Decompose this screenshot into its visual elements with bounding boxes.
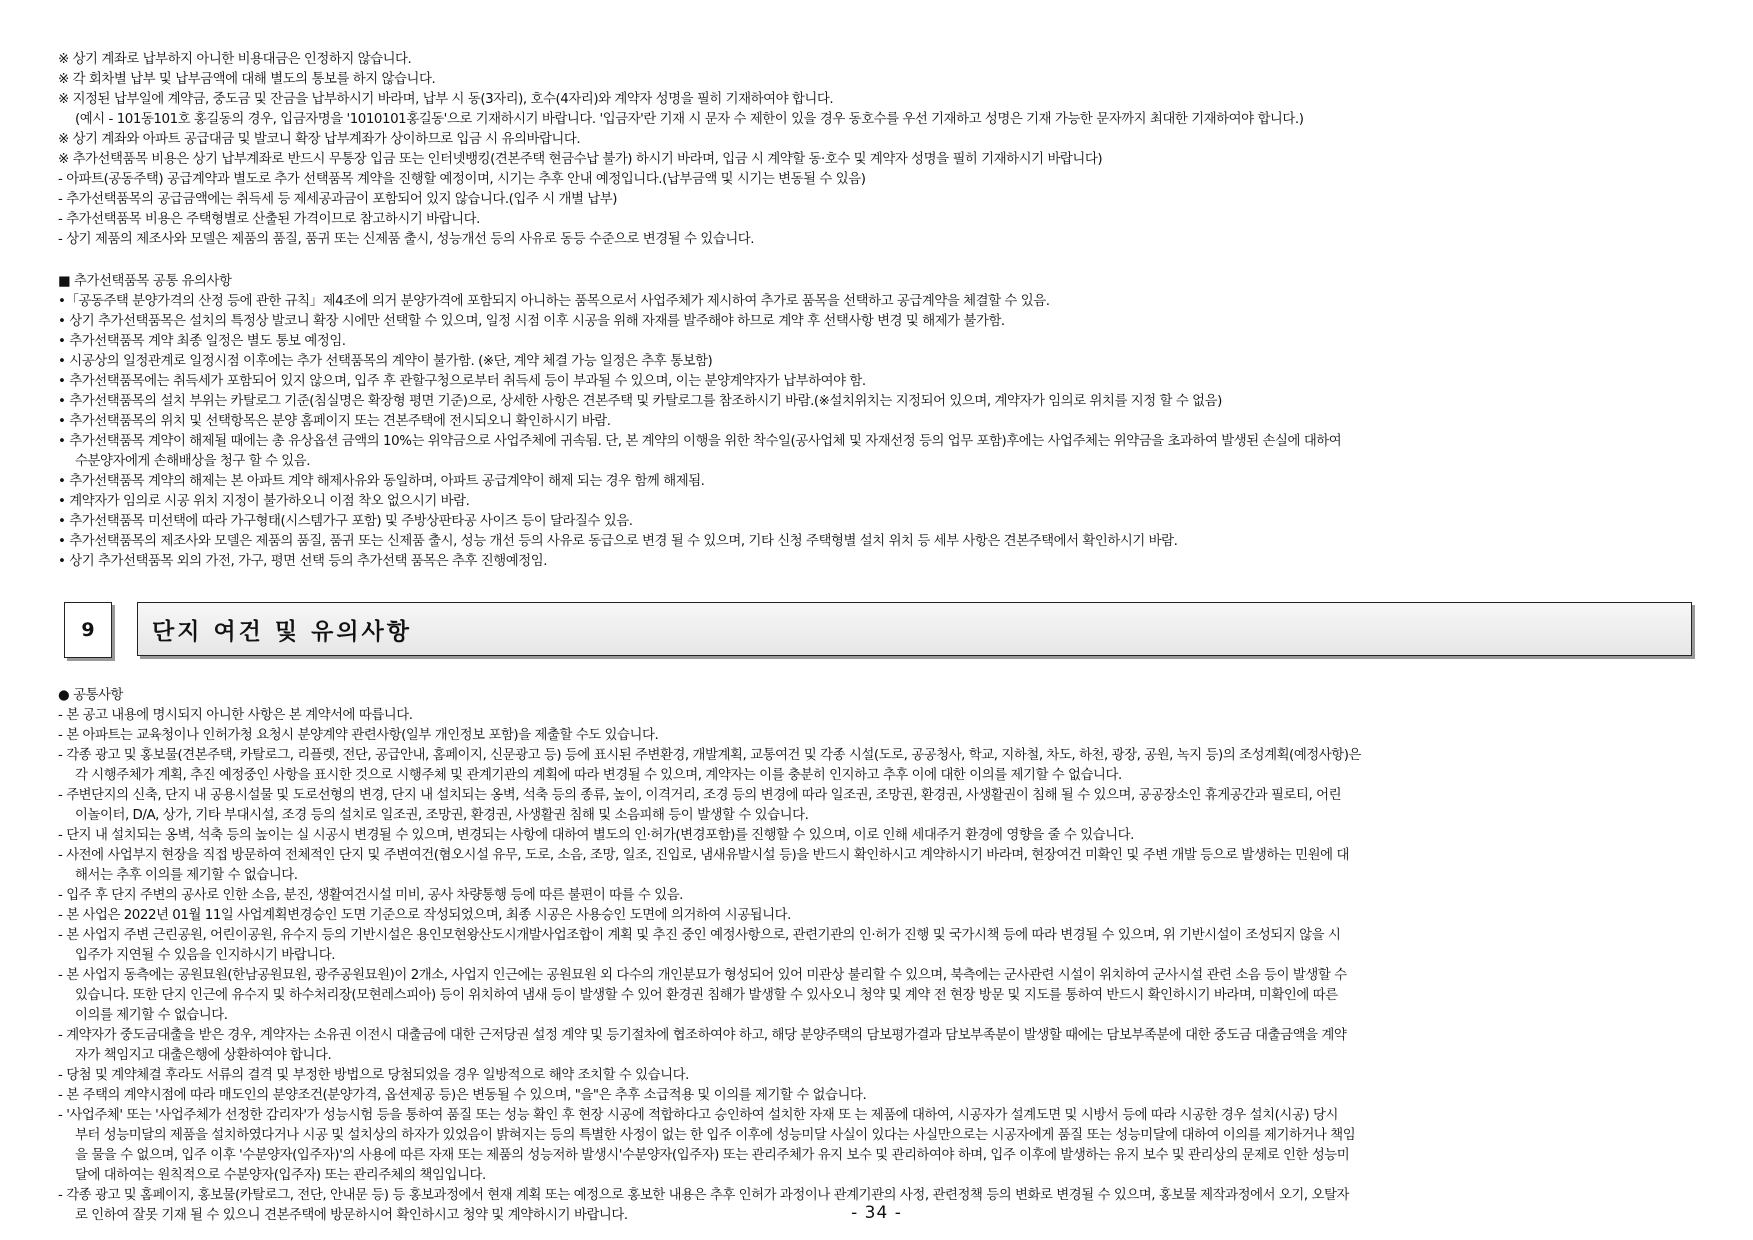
note-line: ※ 각 회차별 납부 및 납부금액에 대해 별도의 통보를 하지 않습니다.: [58, 72, 436, 87]
list-item-continuation: 달에 대하여는 원칙적으로 수분양자(입주자) 또는 관리주체의 책임입니다.: [75, 1168, 486, 1183]
note-line: ※ 상기 계좌와 아파트 공급대금 및 발코니 확장 납부계좌가 상이하므로 입금 시 유의바랍니다.: [58, 132, 581, 147]
list-item: - 당첨 및 계약체결 후라도 서류의 결격 및 부정한 방법으로 당첨되었을 경우 일방적으로 해약 조치할 수 있습니다.: [58, 1068, 689, 1083]
general-notes: [58, 686, 1708, 1226]
list-item: - 주변단지의 신축, 단지 내 공용시설물 및 도로선형의 변경, 단지 내 설치되는 옹벽, 석축 등의 종류, 높이, 이격거리, 조경 등의 변경에 따라 일조권, 조망권, 환경권, 사생활권이 침해 될 수 있으며, 공공장소인 휴게공간과 필로티, 어린: [58, 788, 1342, 803]
section-header: [64, 602, 1694, 658]
list-item-continuation: 부터 성능미달의 제품을 설치하였다거나 시공 및 설치상의 하자가 있었음이 밝혀지는 등의 특별한 사정이 없는 한 입주 이후에 성능미달 사실이 있다는 사실만으로는 시공자에게 품질 또는 성능미달에 대하여 이의를 제기하거나 책임: [75, 1128, 1356, 1143]
list-item-continuation: 로 인하여 잘못 기재 될 수 있으니 견본주택에 방문하시어 확인하시고 청약 및 계약하시기 바랍니다.: [75, 1208, 628, 1223]
note-line: - 추가선택품목 비용은 주택형별로 산출된 가격이므로 참고하시기 바랍니다.: [58, 212, 480, 227]
note-line: ※ 지정된 납부일에 계약금, 중도금 및 잔금을 납부하시기 바라며, 납부 시 동(3자리), 호수(4자리)와 계약자 성명을 필히 기재하여야 합니다.: [58, 92, 834, 107]
section-subheading: ● 공통사항: [58, 688, 123, 703]
section-subheading: ■ 추가선택품목 공통 유의사항: [58, 274, 232, 289]
list-item: - 각종 광고 및 홈페이지, 홍보물(카탈로그, 전단, 안내문 등) 등 홍보과정에서 현재 계획 또는 예정으로 홍보한 내용은 추후 인허가 과정이나 관계기관의 사정, 관련정책 등의 변화로 변경될 수 있으며, 홍보물 제작과정에서 오기, 오탈자: [58, 1188, 1349, 1203]
list-item: - 본 사업지 동측에는 공원묘원(한남공원묘원, 광주공원묘원)이 2개소, 사업지 인근에는 공원묘원 외 다수의 개인분묘가 형성되어 있어 미관상 불리할 수 있으며, 북측에는 군사관련 시설이 위치하여 군사시설 관련 소음 등이 발생할 수: [58, 968, 1347, 983]
list-item-continuation: 이놀이터, D/A, 상가, 기타 부대시설, 조경 등의 설치로 일조권, 조망권, 환경권, 사생활권 침해 및 소음피해 등이 발생할 수 있습니다.: [75, 808, 809, 823]
note-line: - 상기 제품의 제조사와 모델은 제품의 품질, 품귀 또는 신제품 출시, 성능개선 등의 사유로 동등 수준으로 변경될 수 있습니다.: [58, 232, 755, 247]
list-item: - 본 아파트는 교육청이나 인허가청 요청시 분양계약 관련사항(일부 개인정보 포함)을 제출할 수도 있습니다.: [58, 728, 659, 743]
list-item: - 사전에 사업부지 현장을 직접 방문하여 전체적인 단지 및 주변여건(혐오시설 유무, 도로, 소음, 조망, 일조, 진입로, 냄새유발시설 등)을 반드시 확인하시고 계약하시기 바라며, 현장여건 미확인 및 주변 개발 등으로 발생하는 민원에 대: [58, 848, 1349, 863]
bullet-item: • 추가선택품목의 제조사와 모델은 제품의 품질, 품귀 또는 신제품 출시, 성능 개선 등의 사유로 동급으로 변경 될 수 있으며, 기타 신청 주택형별 설치 위치 등 세부 사항은 견본주택에서 확인하시기 바람.: [58, 534, 1178, 549]
bullet-item: •「공동주택 분양가격의 산정 등에 관한 규칙」제4조에 의거 분양가격에 포함되지 아니하는 품목으로서 사업주체가 제시하여 추가로 품목을 선택하고 공급계약을 체결할 수 있음.: [58, 294, 1050, 309]
page-number: - 34 -: [851, 1203, 902, 1223]
bullet-item: • 추가선택품목에는 취득세가 포함되어 있지 않으며, 입주 후 관할구청으로부터 취득세 등이 부과될 수 있으며, 이는 분양계약자가 납부하여야 함.: [58, 374, 866, 389]
note-line: ※ 추가선택품목 비용은 상기 납부계좌로 반드시 무통장 입금 또는 인터넷뱅킹(견본주택 현금수납 불가) 하시기 바라며, 입금 시 계약할 동·호수 및 계약자 성명을 필히 기재하시기 바랍니다): [58, 152, 1103, 167]
list-item: - 본 사업은 2022년 01월 11일 사업계획변경승인 도면 기준으로 작성되었으며, 최종 시공은 사용승인 도면에 의거하여 시공됩니다.: [58, 908, 791, 923]
list-item-continuation: 해서는 추후 이의를 제기할 수 없습니다.: [75, 868, 298, 883]
list-item: - 계약자가 중도금대출을 받은 경우, 계약자는 소유권 이전시 대출금에 대한 근저당권 설정 계약 및 등기절차에 협조하여야 하고, 해당 분양주택의 담보평가결과 담보부족분이 발생할 때에는 담보부족분에 대한 중도금 대출금액을 계약: [58, 1028, 1347, 1043]
list-item: - 본 주택의 계약시점에 따라 매도인의 분양조건(분양가격, 옵션제공 등)은 변동될 수 있으며, "을"은 추후 소급적용 및 이의를 제기할 수 없습니다.: [58, 1088, 867, 1103]
list-item: - 본 공고 내용에 명시되지 아니한 사항은 본 계약서에 따릅니다.: [58, 708, 413, 723]
note-line: - 아파트(공동주택) 공급계약과 별도로 추가 선택품목 계약을 진행할 예정이며, 시기는 추후 안내 예정입니다.(납부금액 및 시기는 변동될 수 있음): [58, 172, 866, 187]
bullet-item: • 시공상의 일정관계로 일정시점 이후에는 추가 선택품목의 계약이 불가함. (※단, 계약 체결 가능 일정은 추후 통보함): [58, 354, 713, 369]
note-example-line: (예시 - 101동101호 홍길동의 경우, 입금자명을 '1010101홍길동'으로 기재하시기 바랍니다. '입금자'란 기재 시 문자 수 제한이 있을 경우 동호수를 우선 기재하고 성명은 기재 가능한 문자까지 최대한 기재하여야 합니다.): [75, 112, 1304, 127]
list-item-continuation: 을 물을 수 없으며, 입주 이후 '수분양자(입주자)'의 사용에 따른 자재 또는 제품의 성능저하 발생시'수분양자(입주자) 또는 관리주체가 유지 보수 및 관리하여야 하며, 입주 이후에 발생하는 유지 보수 및 관리상의 문제로 인한 성능미: [75, 1148, 1350, 1163]
list-item-continuation: 있습니다. 또한 단지 인근에 유수지 및 하수처리장(모현레스피아) 등이 위치하여 냄새 등이 발생할 수 있어 환경권 침해가 발생할 수 있사오니 청약 및 계약 전 현장 방문 및 지도를 통하여 반드시 확인하시기 바라며, 미확인에 따른: [75, 988, 1338, 1003]
list-item-continuation: 자가 책임지고 대출은행에 상환하여야 합니다.: [75, 1048, 332, 1063]
bullet-item: • 추가선택품목 미선택에 따라 가구형태(시스템가구 포함) 및 주방상판타공 사이즈 등이 달라질수 있음.: [58, 514, 633, 529]
bullet-item: • 추가선택품목 계약 최종 일정은 별도 통보 예정임.: [58, 334, 346, 349]
list-item-continuation: 입주가 지연될 수 있음을 인지하시기 바랍니다.: [75, 948, 336, 963]
note-line: - 추가선택품목의 공급금액에는 취득세 등 제세공과금이 포함되어 있지 않습니다.(입주 시 개별 납부): [58, 192, 618, 207]
section-title: 단지 여건 및 유의사항: [137, 602, 1692, 656]
list-item: - 단지 내 설치되는 옹벽, 석축 등의 높이는 실 시공시 변경될 수 있으며, 변경되는 사항에 대하여 별도의 인·허가(변경포함)를 진행할 수 있으며, 이로 인해 세대주거 환경에 영향을 줄 수 있습니다.: [58, 828, 1134, 843]
list-item-continuation: 이의를 제기할 수 없습니다.: [75, 1008, 228, 1023]
bullet-item: • 추가선택품목의 설치 부위는 카탈로그 기준(침실명은 확장형 평면 기준)으로, 상세한 사항은 견본주택 및 카탈로그를 참조하시기 바람.(※설치위치는 지정되어 있으며, 계약자가 임의로 위치를 지정 할 수 없음): [58, 394, 1222, 409]
bullet-item: • 상기 추가선택품목은 설치의 특정상 발코니 확장 시에만 선택할 수 있으며, 일정 시점 이후 시공을 위해 자재를 발주해야 하므로 계약 후 선택사항 변경 및 해제가 불가함.: [58, 314, 1005, 329]
bullet-item: • 추가선택품목 계약이 해제될 때에는 총 유상옵션 금액의 10%는 위약금으로 사업주체에 귀속됨. 단, 본 계약의 이행을 위한 착수일(공사업체 및 자재선정 등의 업무 포함)후에는 사업주체는 위약금을 초과하여 발생된 손실에 대하여: [58, 434, 1342, 449]
section-number: 9: [64, 602, 112, 658]
optional-items-common-notes: [58, 272, 1708, 572]
bullet-item: • 계약자가 임의로 시공 위치 지정이 불가하오니 이점 착오 없으시기 바람.: [58, 494, 470, 509]
list-item: - 본 사업지 주변 근린공원, 어린이공원, 유수지 등의 기반시설은 용인모현왕산도시개발사업조합이 계획 및 추진 중인 예정사항으로, 관련기관의 인·허가 진행 및 국가시책 등에 따라 변경될 수 있으며, 위 기반시설이 조성되지 않을 시: [58, 928, 1341, 943]
list-item: - 입주 후 단지 주변의 공사로 인한 소음, 분진, 생활여건시설 미비, 공사 차량통행 등에 따른 불편이 따를 수 있음.: [58, 888, 683, 903]
bullet-item: • 추가선택품목 계약의 해제는 본 아파트 계약 해제사유와 동일하며, 아파트 공급계약이 해제 되는 경우 함께 해제됨.: [58, 474, 705, 489]
list-item-continuation: 각 시행주체가 계획, 추진 예정중인 사항을 표시한 것으로 시행주체 및 관계기관의 계획에 따라 변경될 수 있으며, 계약자는 이를 충분히 인지하고 추후 이에 대한 이의를 제기할 수 없습니다.: [75, 768, 1122, 783]
bullet-item: • 추가선택품목의 위치 및 선택항목은 분양 홈페이지 또는 견본주택에 전시되오니 확인하시기 바람.: [58, 414, 611, 429]
list-item: - 각종 광고 및 홍보물(견본주택, 카탈로그, 리플렛, 전단, 공급안내, 홈페이지, 신문광고 등) 등에 표시된 주변환경, 개발계획, 교통여건 및 각종 시설(도로, 공공청사, 학교, 지하철, 차도, 하천, 광장, 공원, 녹지 등)의 조성계획(예정사항)은: [58, 748, 1362, 763]
bullet-item: • 상기 추가선택품목 외의 가전, 가구, 평면 선택 등의 추가선택 품목은 추후 진행예정임.: [58, 554, 548, 569]
payment-notes: [58, 50, 1708, 250]
note-line: ※ 상기 계좌로 납부하지 아니한 비용대금은 인정하지 않습니다.: [58, 52, 412, 67]
list-item: - '사업주체' 또는 '사업주체가 선정한 감리자'가 성능시험 등을 통하여 품질 또는 성능 확인 후 현장 시공에 적합하다고 승인하여 설치한 자재 또 는 제품에 대하여, 시공자가 설계도면 및 시방서 등에 따라 시공한 경우 설치(시공) 당시: [58, 1108, 1338, 1123]
bullet-item-continuation: 수분양자에게 손해배상을 청구 할 수 있음.: [75, 454, 311, 469]
